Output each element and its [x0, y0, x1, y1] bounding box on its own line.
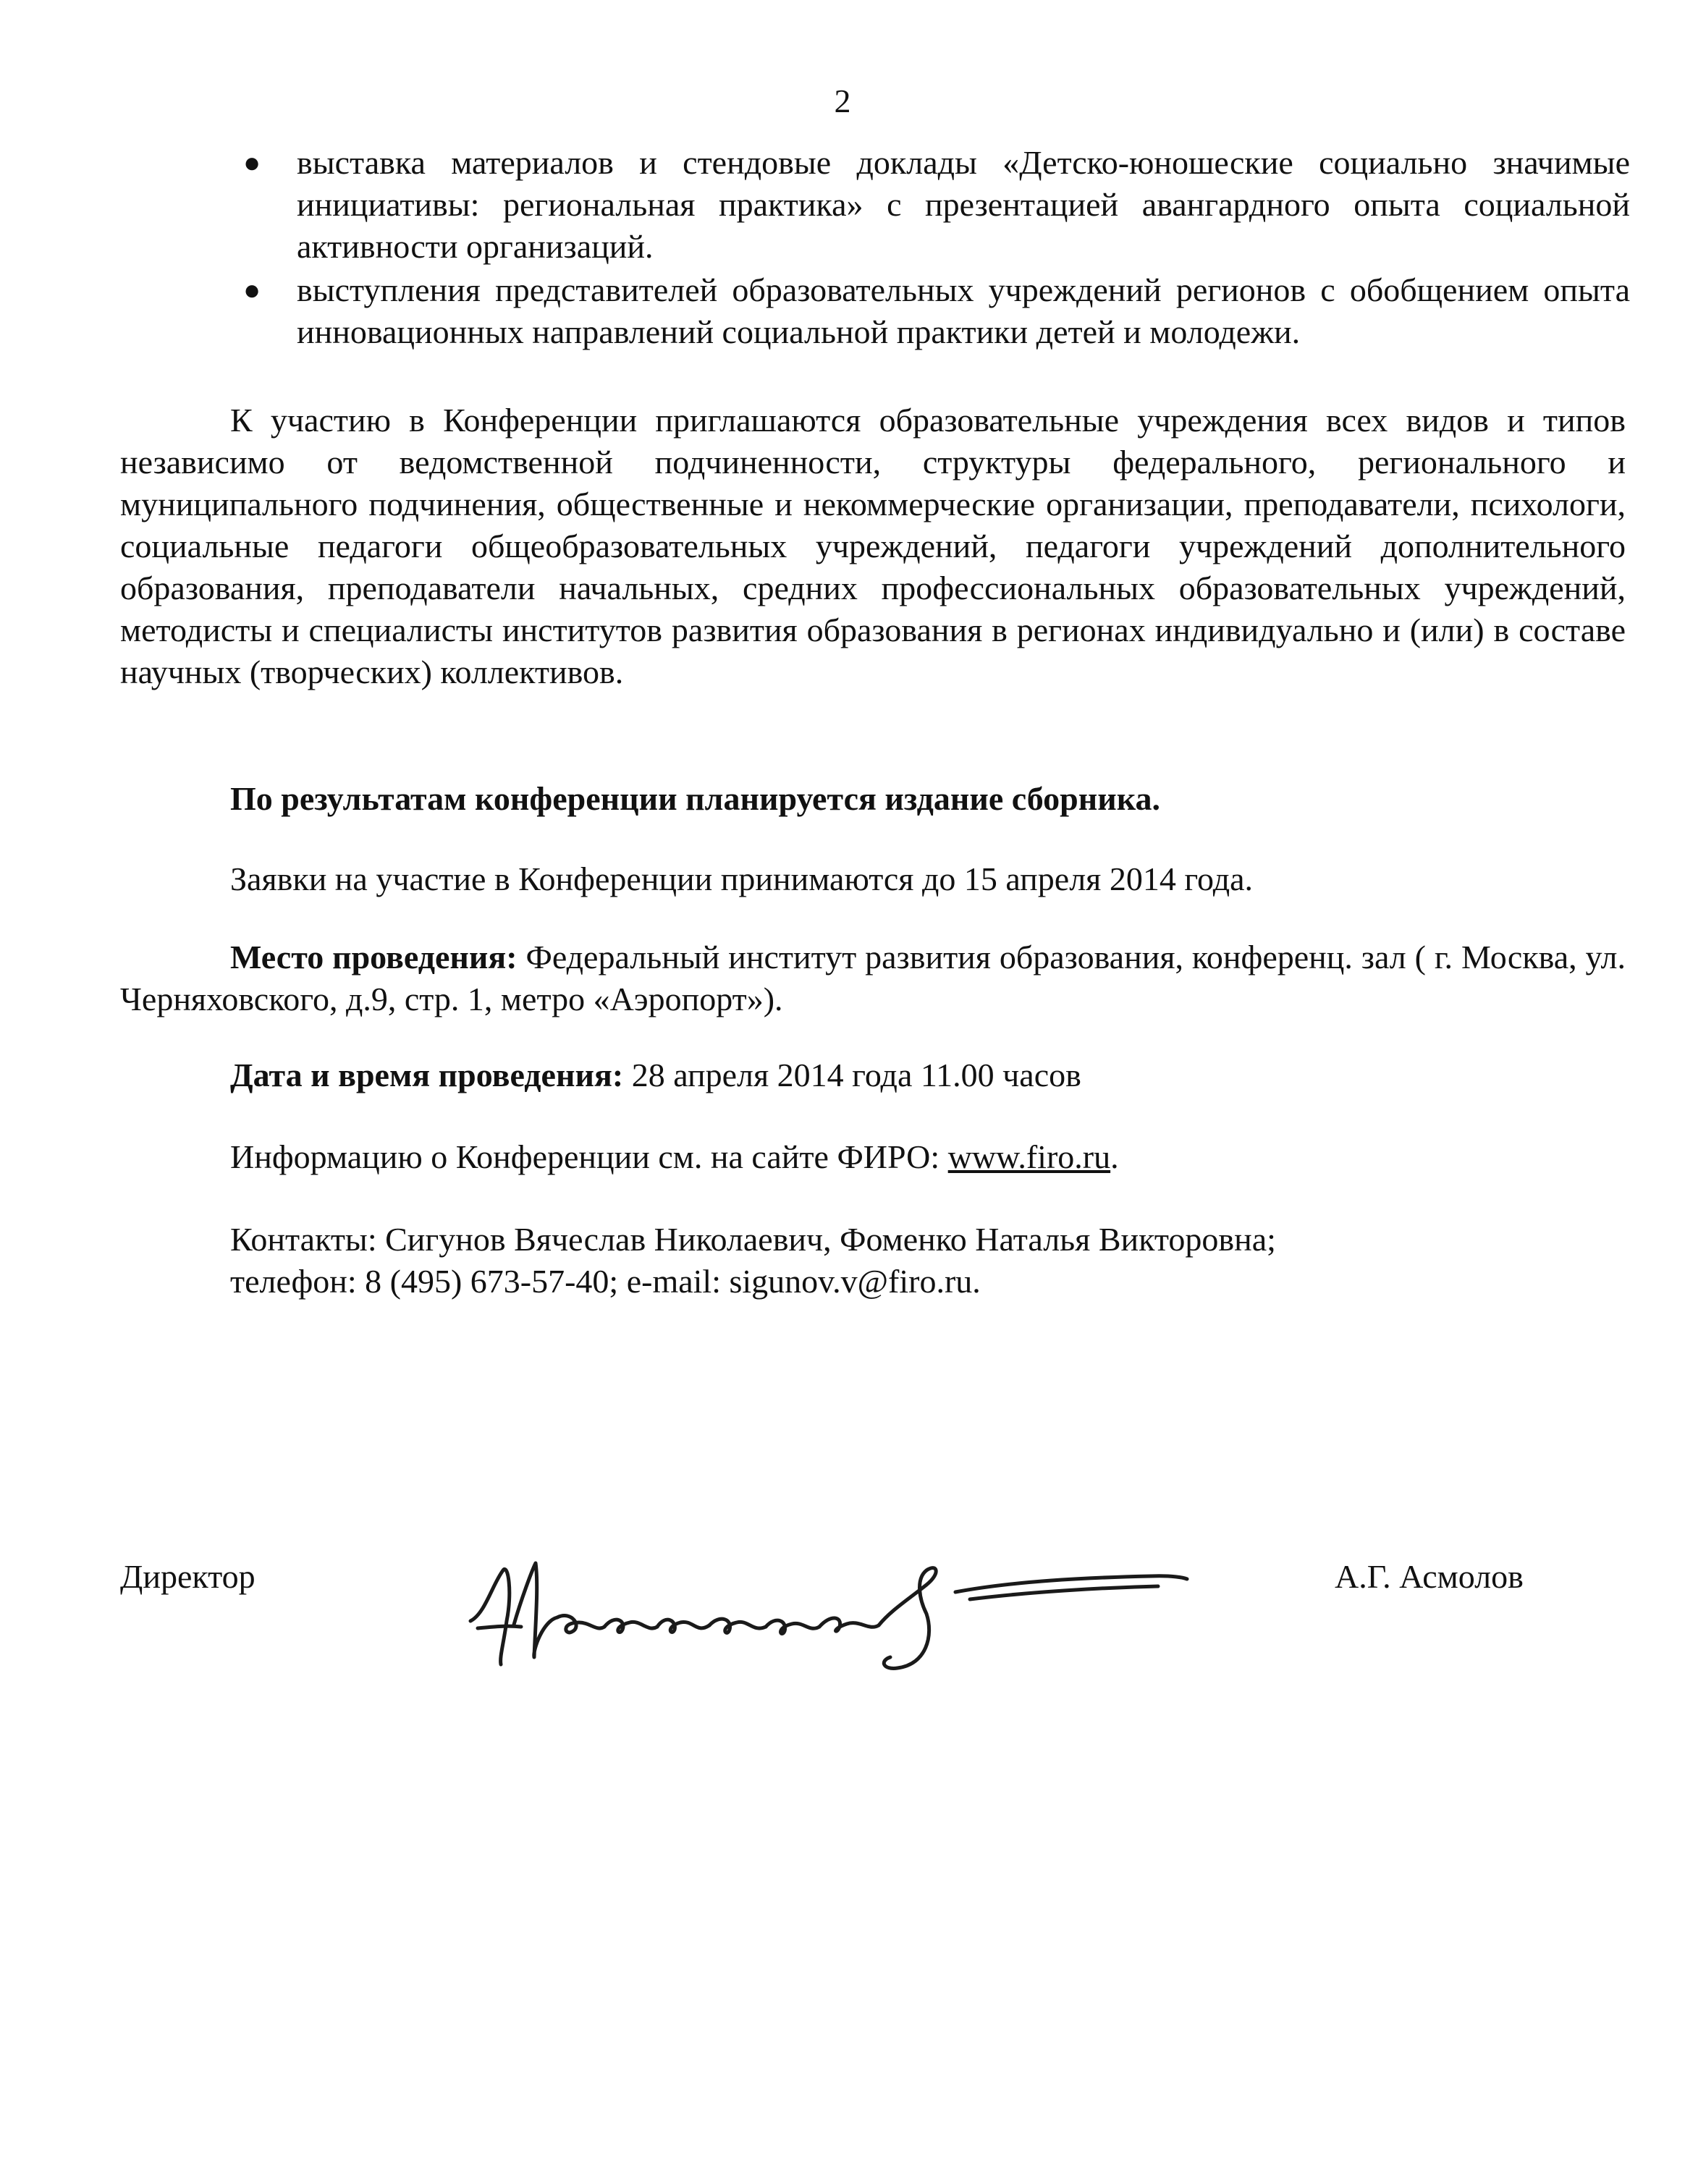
- venue-text: Федеральный институт развития образования, конференц. зал ( г. Москва, ул. Черняховского, д.9, стр. 1, метро «Аэропорт»).: [120, 939, 1626, 1017]
- handwritten-signature: [463, 1541, 1194, 1686]
- list-item: [230, 142, 1630, 268]
- participants-paragraph: К участию в Конференции приглашаются образовательные учреждения всех видов и типов независимо от ведомственной подчиненности, структуры федерального, регионального и муниципального подчинения, общественные и некоммерческие организации, преподаватели, психологи, социальные педагоги общеобразовательных учреждений, педагоги учреждений дополнительного образования, преподаватели начальных, средних профессиональных образовательных учреждений, методисты и специалисты институтов развития образования в регионах индивидуально и (или) в составе научных (творческих) коллективов.: [120, 402, 1626, 690]
- datetime-label: Дата и время проведения:: [230, 1057, 624, 1093]
- list-item-text: выставка материалов и стендовые доклады «Детско-юношеские социально значимые инициативы: региональная практика» с презентацией авангардного опыта социальной активности организаций.: [297, 144, 1630, 265]
- bullet-icon: ●: [243, 274, 261, 306]
- info-line: Информацию о Конференции см. на сайте ФИРО: www.firo.ru.: [230, 1138, 1119, 1175]
- datetime-line: [230, 1054, 1081, 1096]
- venue-label: Место проведения:: [230, 939, 518, 975]
- page-number: 2: [834, 82, 851, 119]
- list-item: [230, 269, 1630, 353]
- publication-note: По результатам конференции планируется издание сборника.: [230, 780, 1161, 817]
- datetime-text: 28 апреля 2014 года 11.00 часов: [623, 1057, 1081, 1093]
- signatory-title: Директор: [120, 1558, 256, 1595]
- deadline-text: Заявки на участие в Конференции принимаются до 15 апреля 2014 года.: [230, 860, 1254, 897]
- signatory-name: А.Г. Асмолов: [1335, 1558, 1524, 1595]
- website-link[interactable]: www.firo.ru: [947, 1138, 1111, 1175]
- contacts-line: Контакты: Сигунов Вячеслав Николаевич, Фоменко Наталья Викторовна;: [230, 1221, 1276, 1258]
- contacts-phone-email: телефон: 8 (495) 673-57-40; e-mail: sigunov.v@firo.ru.: [230, 1263, 981, 1300]
- bullet-icon: ●: [243, 146, 261, 179]
- list-item-text: выступления представителей образовательных учреждений регионов с обобщением опыта инновационных направлений социальной практики детей и молодежи.: [297, 271, 1630, 350]
- signature-row: [0, 1541, 1685, 1686]
- info-text: Информацию о Конференции см. на сайте ФИРО:: [230, 1138, 948, 1175]
- venue-paragraph: [120, 936, 1626, 1020]
- activity-list: [230, 142, 1630, 355]
